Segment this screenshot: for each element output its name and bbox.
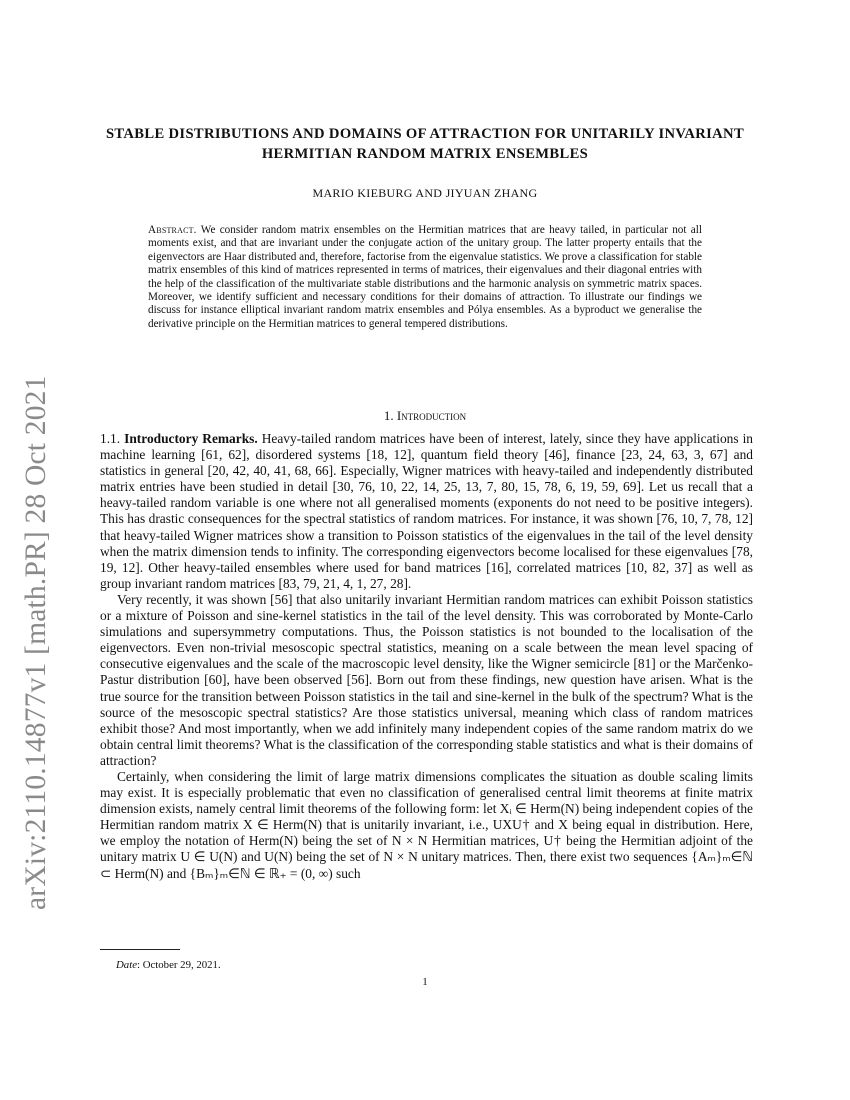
- paper-authors: MARIO KIEBURG AND JIYUAN ZHANG: [312, 186, 538, 200]
- footnote: [100, 959, 221, 971]
- footnote-text: : October 29, 2021.: [137, 959, 221, 971]
- subsection-title: Introductory Remarks.: [124, 431, 258, 446]
- paragraph-2: Very recently, it was shown [56] that also unitarily invariant Hermitian random matrices can exhibit Poisson statistics or a mixture of Poisson and sine-kernel statistics in the tail of the level density. This was corroborated by Monte-Carlo simulations and supersymmetry computations. Thus, the Poisson statistics is not bounded to the localisation of the eigenvectors. Even non-trivial mesoscopic spectral statistics, meaning on a scale between the mean level spacing of consecutive eigenvalues and the scale of the macroscopic level density, like the Wigner semicircle [81] or the Marčenko-Pastur distribution [60], have been observed [56]. Born out from these findings, new question have arisen. What is the true source for the transition between Poisson statistics in the tail and sine-kernel in the bulk of the spectrum? What is the source of the mesoscopic spectral statistics? Are those statistics universal, meaning which class of random matrices exhibit those? And most importantly, when we add infinitely many independent copies of the same random matrix do we obtain central limit theorems? What is the classification of the corresponding stable statistics and what is their domains of attraction?: [100, 591, 753, 768]
- abstract: [148, 224, 702, 331]
- footnote-divider: [100, 949, 180, 950]
- paragraph-3: Certainly, when considering the limit of large matrix dimensions complicates the situation as double scaling limits may exist. It is especially problematic that even no classification of generalised central limit theorems at finite matrix dimension exists, namely central limit theorems of the following form: let Xᵢ ∈ Herm(N) being independent copies of the Hermitian random matrix X ∈ Herm(N) that is unitarily invariant, i.e., UXU† and X being equal in distribution. Here, we employ the notation of Herm(N) being the set of N × N Hermitian matrices, U† being the Hermitian adjoint of the unitary matrix U ∈ U(N) and U(N) being the set of N × N unitary matrices. Then, there exist two sequences {Aₘ}ₘ∈ℕ ⊂ Herm(N) and {Bₘ}ₘ∈ℕ ∈ ℝ₊ = (0, ∞) such: [100, 768, 753, 881]
- body-text: [100, 431, 753, 882]
- section-title: Introduction: [396, 408, 467, 423]
- paper-title: STABLE DISTRIBUTIONS AND DOMAINS OF ATTRACTION FOR UNITARILY INVARIANT HERMITIAN RANDOM MATRIX ENSEMBLES: [105, 126, 745, 162]
- paragraph-1: [100, 431, 753, 592]
- section-number: 1.: [383, 408, 394, 423]
- section-heading: [100, 408, 750, 424]
- page-number: 1: [422, 976, 428, 988]
- footnote-label: Date: [116, 959, 137, 971]
- paragraph-1-text: Heavy-tailed random matrices have been of interest, lately, since they have applications in machine learning [61, 62], disordered systems [18, 12], quantum field theory [46], finance [23, 24, 63, 3, 67] and statistics in general [20, 42, 40, 41, 68, 66]. Especially, Wigner matrices with heavy-tailed and independently distributed matrix entries have been studied in detail [30, 76, 10, 22, 14, 25, 13, 7, 80, 15, 78, 6, 19, 59, 69]. Let us recall that a heavy-tailed random variable is one where not all generalised moments (exponents do not need to be positive integers). This has drastic consequences for the spectral statistics of random matrices. For instance, it was shown [76, 10, 7, 78, 12] that heavy-tailed Wigner matrices show a transition to Poisson statistics of the eigenvalues in the tail of the level density when the matrix dimension tends to infinity. The corresponding eigenvectors become localised for these eigenvalues [78, 19, 12]. Other heavy-tailed ensembles where used for band matrices [16], correlated matrices [10, 82, 37] as well as group invariant random matrices [83, 79, 21, 4, 1, 27, 28].: [100, 431, 753, 591]
- abstract-text: We consider random matrix ensembles on the Hermitian matrices that are heavy tailed, in particular not all moments exist, and that are invariant under the conjugate action of the unitary group. The latter property entails that the eigenvectors are Haar distributed and, therefore, factorise from the eigenvalue statistics. We prove a classification for stable matrix ensembles of this kind of matrices represented in terms of matrices, their eigenvalues and their diagonal entries with the help of the classification of the multivariate stable distributions and the harmonic analysis on symmetric matrix spaces. Moreover, we identify sufficient and necessary conditions for their domains of attraction. To illustrate our findings we discuss for instance elliptical invariant random matrix ensembles and Pólya ensembles. As a byproduct we generalise the derivative principle on the Hermitian matrices to general tempered distributions.: [148, 224, 702, 330]
- abstract-label: Abstract.: [148, 224, 197, 236]
- arxiv-identifier-text: arXiv:2110.14877v1 [math.PR] 28 Oct 2021: [20, 375, 52, 910]
- subsection-number: 1.1.: [100, 431, 121, 446]
